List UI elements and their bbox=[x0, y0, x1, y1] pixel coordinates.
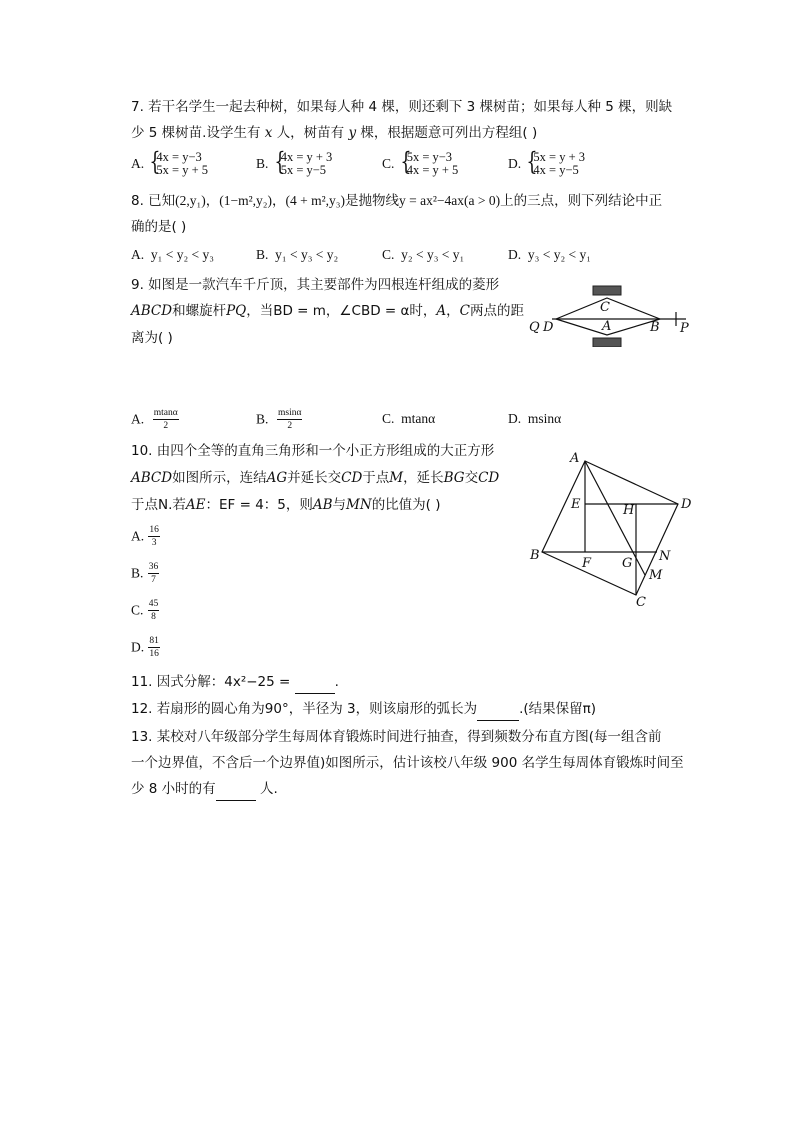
q8-option-c[interactable] bbox=[382, 244, 464, 266]
q13-line1: 13. 某校对八年级部分学生每周体育锻炼时间进行抽查，得到频数分布直方图(每一组含前 bbox=[131, 729, 662, 745]
option-label: D. bbox=[508, 247, 522, 262]
option-text: y₃ < y₂ < y₁ bbox=[527, 247, 591, 262]
q10-option-b[interactable] bbox=[131, 562, 159, 585]
var-abcd: ABCD bbox=[131, 303, 173, 319]
square-diagram bbox=[525, 448, 705, 612]
var-ag: AG bbox=[266, 470, 288, 486]
q8-text: 是抛物线 bbox=[344, 193, 399, 209]
fraction: $\frac{16}{3}$ bbox=[149, 525, 159, 548]
var-cd: CD bbox=[478, 470, 500, 486]
q7-option-d[interactable] bbox=[508, 151, 585, 177]
equation-system: { 5x = y + 3 4x = y−5 bbox=[525, 151, 585, 177]
q9-stem-line2 bbox=[131, 300, 524, 322]
q10-text: 如图所示，连结 bbox=[172, 470, 267, 486]
q10-text: 与 bbox=[332, 497, 347, 513]
q7-option-c[interactable] bbox=[382, 151, 458, 177]
label-m: M bbox=[649, 568, 663, 583]
q8-points: (2,y₁)，(1−m²,y₂)，(4 + m²,y₃) bbox=[175, 193, 345, 208]
option-label: A. bbox=[131, 528, 145, 544]
label-e: E bbox=[571, 497, 581, 512]
q9-text: ， bbox=[446, 303, 460, 319]
q9-stem-line1: 9. 如图是一款汽车千斤顶，其主要部件为四根连杆组成的菱形 bbox=[131, 277, 500, 293]
var-ae: AE bbox=[185, 497, 206, 513]
bottom-plate bbox=[593, 338, 621, 347]
q7-text: 棵，根据题意可列出方程组( ) bbox=[360, 125, 538, 141]
label-d: D bbox=[681, 497, 692, 512]
q7-stem-line1: 7. 若干名学生一起去种树，如果每人种 4 棵，则还剩下 3 棵树苗；如果每人种 5 棵，则缺 bbox=[131, 99, 673, 115]
label-a: A bbox=[602, 319, 612, 334]
q10-text: 于点 bbox=[362, 470, 390, 486]
option-label: B. bbox=[256, 411, 269, 427]
q10-option-c[interactable] bbox=[131, 599, 159, 622]
answer-blank[interactable] bbox=[295, 671, 335, 694]
q9-text: 和螺旋杆 bbox=[172, 303, 227, 319]
var-bg: BG bbox=[443, 470, 465, 486]
option-label: D. bbox=[508, 411, 522, 426]
option-label: B. bbox=[256, 247, 269, 262]
q8-text: 8. 已知 bbox=[131, 193, 176, 209]
option-label: D. bbox=[508, 156, 522, 171]
option-label: B. bbox=[256, 156, 269, 171]
q8-formula: y = ax²−4ax(a > 0) bbox=[398, 193, 501, 208]
option-label: A. bbox=[131, 247, 145, 262]
fraction: $\frac{45}{8}$ bbox=[148, 599, 159, 622]
equation-system: { 5x = y−3 4x = y + 5 bbox=[399, 151, 459, 177]
label-q: Q bbox=[529, 320, 540, 335]
option-label: C. bbox=[131, 602, 144, 618]
label-c: C bbox=[636, 595, 646, 610]
q7-stem-line2 bbox=[131, 122, 537, 144]
q7-text: 人，树苗有 bbox=[276, 125, 345, 141]
q8-option-a[interactable] bbox=[131, 244, 214, 266]
fraction: $\frac{mtan\alpha}{2}$ bbox=[153, 408, 178, 431]
answer-blank[interactable] bbox=[216, 778, 256, 801]
q7-option-b[interactable] bbox=[256, 151, 332, 177]
q9-text: ，当BD = m，∠CBD = α时， bbox=[246, 303, 437, 319]
q10-text: ：EF = 4：5，则 bbox=[205, 497, 313, 513]
fraction: $\frac{msin\alpha}{2}$ bbox=[277, 408, 302, 431]
q9-stem-line3: 离为( ) bbox=[131, 330, 173, 346]
label-p: P bbox=[680, 321, 689, 336]
q10-stem-line2 bbox=[131, 467, 499, 489]
label-b: B bbox=[530, 548, 540, 563]
label-h: H bbox=[623, 503, 635, 518]
label-f: F bbox=[582, 556, 592, 571]
option-label: A. bbox=[131, 156, 145, 171]
var-cd: CD bbox=[341, 470, 363, 486]
var-m: M bbox=[389, 470, 404, 486]
var-mn: MN bbox=[346, 497, 372, 513]
var-a: A bbox=[436, 303, 447, 319]
var-c: C bbox=[459, 303, 471, 319]
q7-text: 少 5 棵树苗.设学生有 bbox=[131, 125, 261, 141]
jack-diagram bbox=[526, 281, 696, 347]
label-n: N bbox=[659, 549, 671, 564]
equation-system: { 4x = y + 3 5x = y−5 bbox=[273, 151, 333, 177]
q10-text: 于点N.若 bbox=[131, 497, 186, 513]
q12 bbox=[131, 698, 596, 721]
var-ab: AB bbox=[312, 497, 333, 513]
option-label: C. bbox=[382, 411, 395, 426]
fraction: $\frac{81}{16}$ bbox=[149, 636, 159, 659]
q9-option-b[interactable] bbox=[256, 408, 302, 431]
option-text: msinα bbox=[527, 411, 562, 426]
var-y: y bbox=[348, 125, 357, 141]
q11-text: 11. 因式分解：4x²−25 = bbox=[131, 674, 291, 690]
option-text: mtanα bbox=[401, 411, 436, 426]
q10-text: 交 bbox=[464, 470, 479, 486]
q12-end: .(结果保留π) bbox=[519, 701, 597, 717]
q10-text: ，延长 bbox=[403, 470, 444, 486]
option-text: y₂ < y₃ < y₁ bbox=[401, 247, 465, 262]
q9-option-a[interactable] bbox=[131, 408, 179, 431]
option-label: B. bbox=[131, 565, 144, 581]
option-text: y₁ < y₂ < y₃ bbox=[150, 247, 214, 262]
q10-option-a[interactable] bbox=[131, 525, 160, 548]
q10-text: 并延长交 bbox=[287, 470, 342, 486]
q8-stem-line2: 确的是( ) bbox=[131, 219, 187, 235]
q8-stem-line1 bbox=[131, 190, 662, 212]
var-pq: PQ bbox=[226, 303, 247, 319]
q10-stem-line3 bbox=[131, 494, 441, 516]
fraction: $\frac{36}{7}$ bbox=[148, 562, 159, 585]
label-b: B bbox=[650, 320, 660, 335]
label-a: A bbox=[570, 451, 580, 466]
option-label: D. bbox=[131, 639, 145, 655]
q9-text: 两点的距 bbox=[470, 303, 525, 319]
equation-system: { 4x = y−3 5x = y + 5 bbox=[148, 151, 208, 177]
label-c: C bbox=[600, 300, 610, 315]
q8-option-d[interactable] bbox=[508, 244, 591, 266]
option-label: A. bbox=[131, 411, 145, 427]
q8-text: 上的三点，则下列结论中正 bbox=[500, 193, 663, 209]
option-label: C. bbox=[382, 156, 395, 171]
q9-option-c[interactable] bbox=[382, 408, 435, 430]
q11-end: . bbox=[334, 674, 339, 690]
q9-option-d[interactable] bbox=[508, 408, 561, 430]
q13-text: 人. bbox=[259, 781, 278, 797]
label-g: G bbox=[622, 556, 633, 571]
q10-option-d[interactable] bbox=[131, 636, 160, 659]
q13-text: 少 8 小时的有 bbox=[131, 781, 216, 797]
option-text: y₁ < y₃ < y₂ bbox=[275, 247, 339, 262]
q13-line3 bbox=[131, 778, 278, 801]
q11 bbox=[131, 671, 339, 694]
q7-option-a[interactable] bbox=[131, 151, 208, 177]
top-plate bbox=[593, 286, 621, 295]
q10-text: 的比值为( ) bbox=[371, 497, 441, 513]
answer-blank[interactable] bbox=[477, 698, 519, 721]
q13-line2: 一个边界值，不含后一个边界值)如图所示，估计该校八年级 900 名学生每周体育锻炼时间至 bbox=[131, 755, 684, 771]
label-d: D bbox=[543, 320, 554, 335]
option-label: C. bbox=[382, 247, 395, 262]
q8-option-b[interactable] bbox=[256, 244, 338, 266]
var-abcd: ABCD bbox=[131, 470, 173, 486]
q10-stem-line1: 10. 由四个全等的直角三角形和一个小正方形组成的大正方形 bbox=[131, 443, 495, 459]
var-x: x bbox=[264, 125, 273, 141]
q12-text: 12. 若扇形的圆心角为90°，半径为 3，则该扇形的弧长为 bbox=[131, 701, 478, 717]
